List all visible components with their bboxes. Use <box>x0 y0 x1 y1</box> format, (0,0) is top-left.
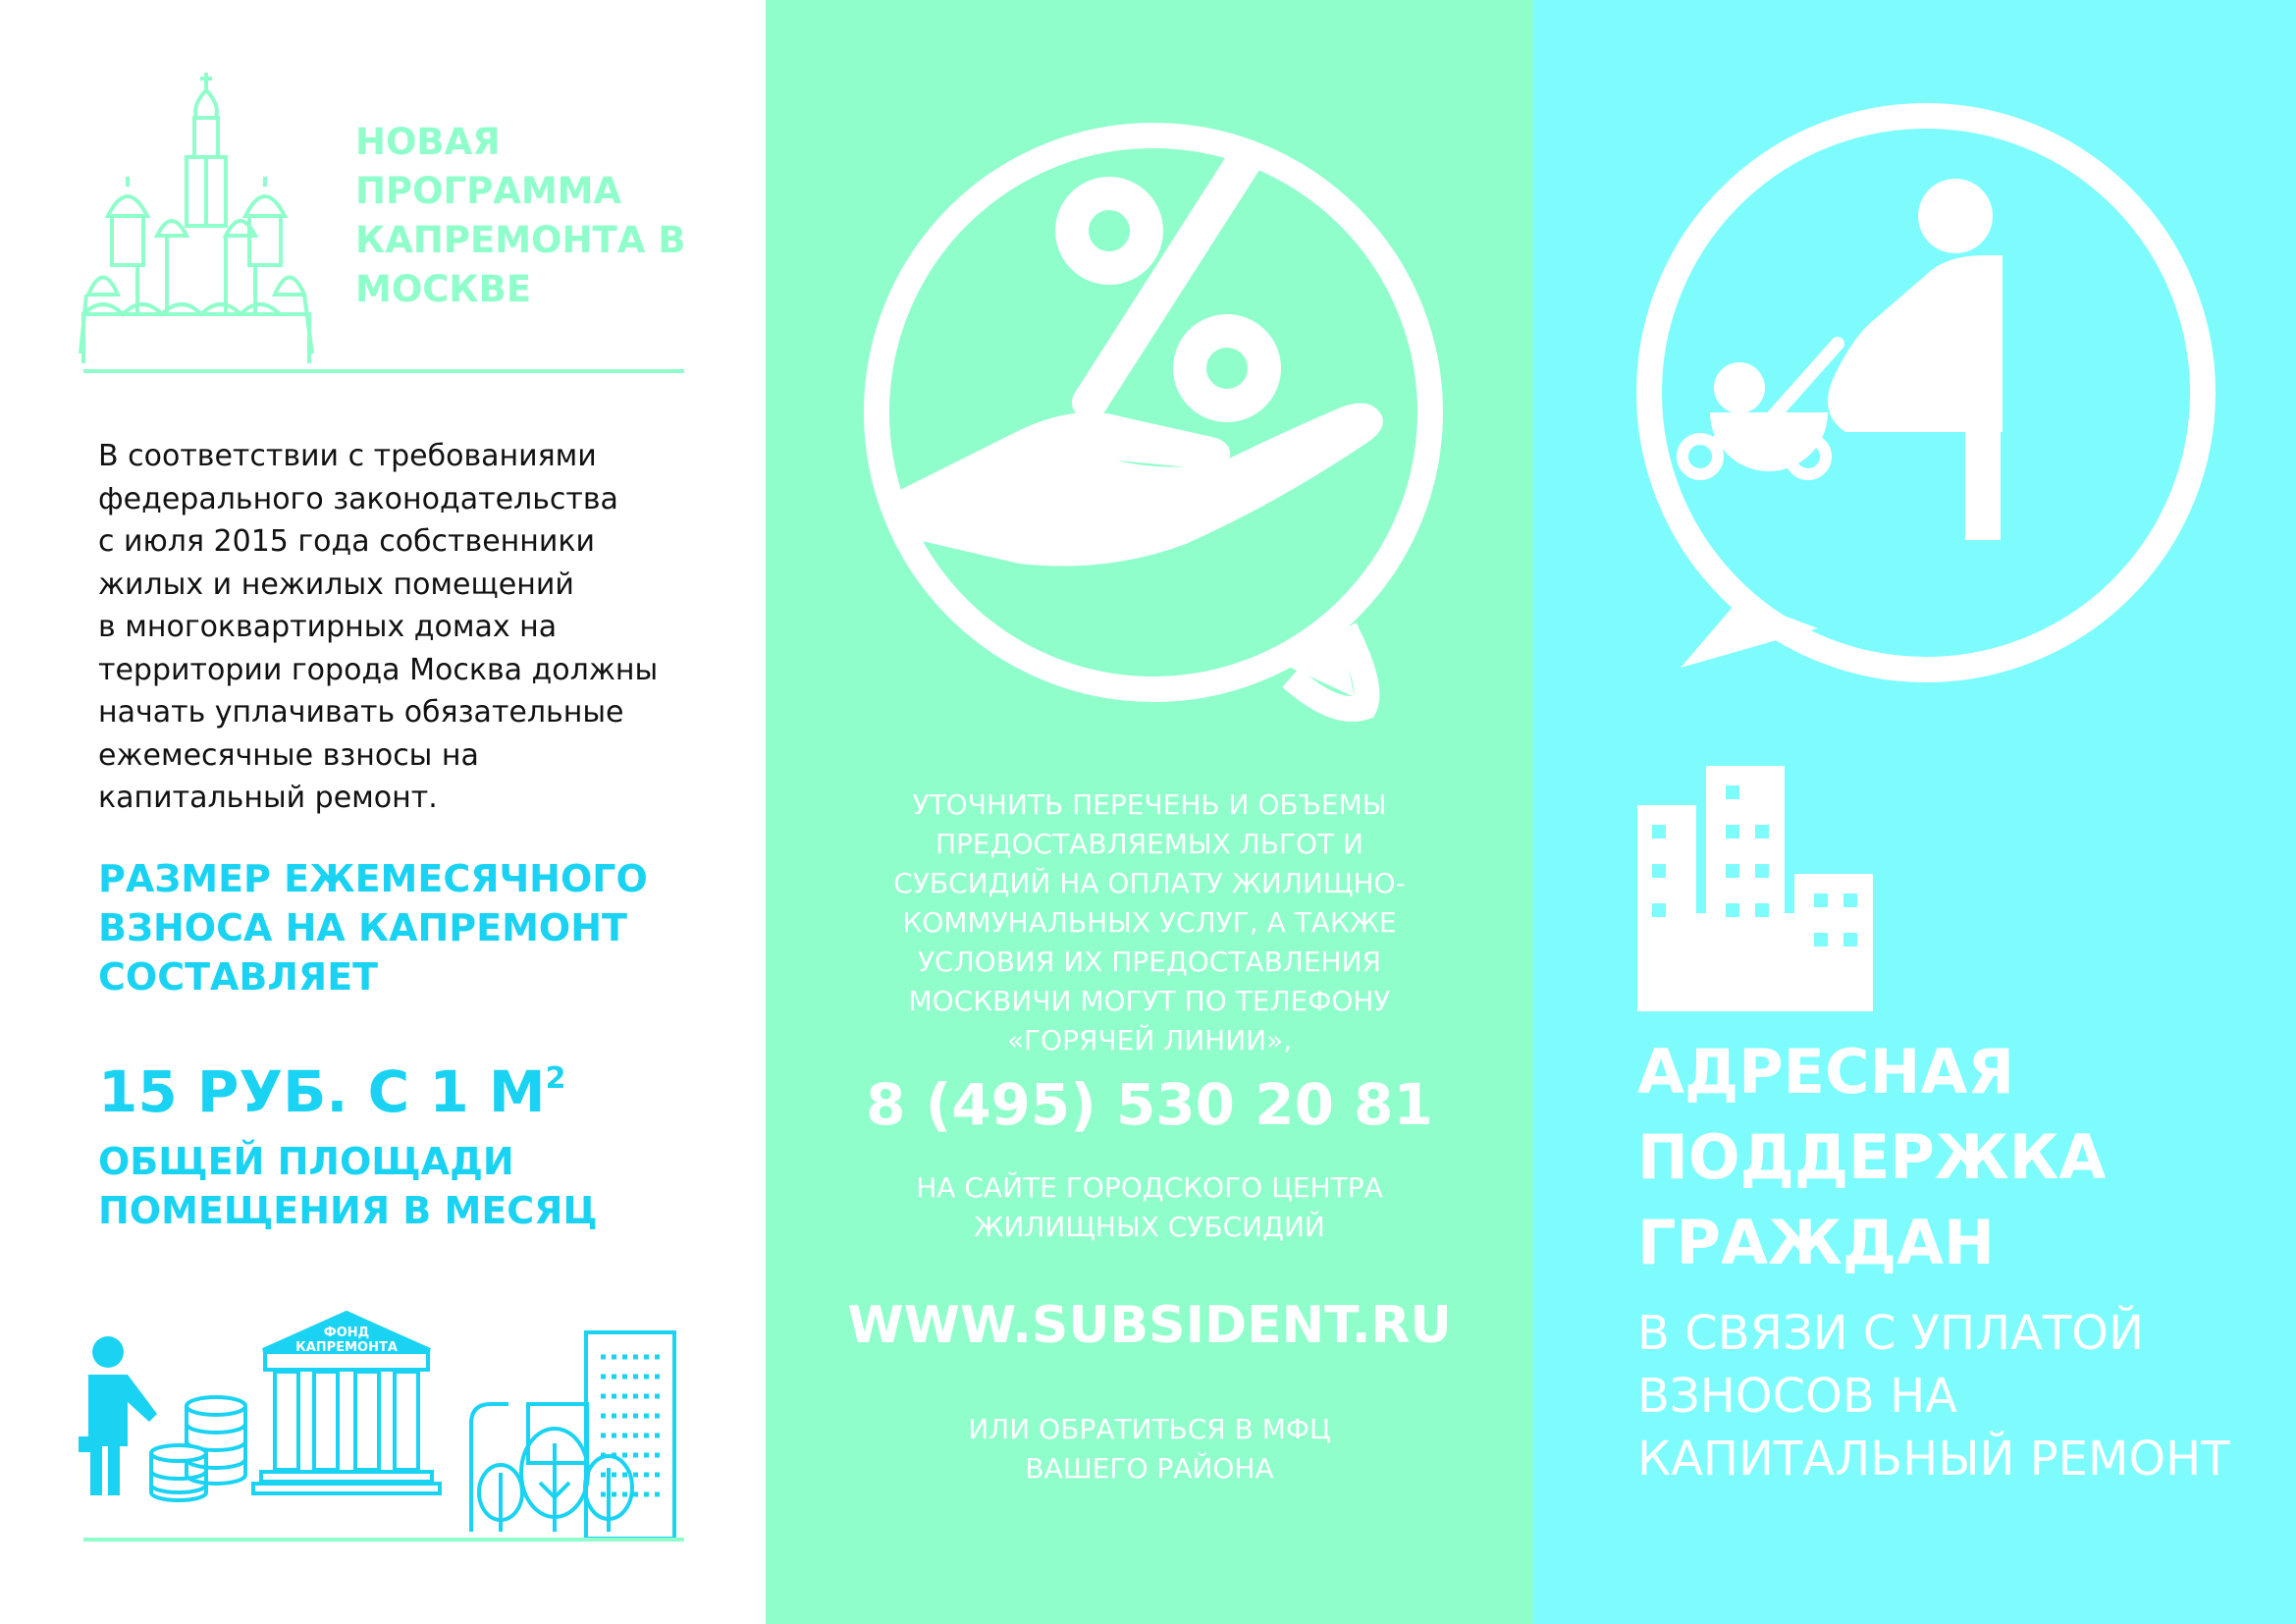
coins-icon <box>147 1394 255 1512</box>
right-panel <box>1533 0 2296 1624</box>
fund-sign-line1: ФОНД <box>323 1326 370 1340</box>
intro-line: в многоквартирных домах на <box>98 610 558 644</box>
cathedral-icon <box>79 69 314 363</box>
city-buildings-icon <box>1637 766 1873 1011</box>
fee-amount <box>98 1045 565 1126</box>
intro-paragraph <box>98 435 687 820</box>
fund-sign <box>275 1326 418 1355</box>
website-link[interactable]: WWW.SUBSIDENT.RU <box>847 1296 1452 1355</box>
hotline-phone[interactable]: 8 (495) 530 20 81 <box>866 1071 1433 1138</box>
intro-line: федерального законодательства <box>98 481 618 516</box>
intro-line: жилых и нежилых помещений <box>98 567 574 602</box>
percent-hand-icon <box>859 118 1448 648</box>
left-panel <box>0 0 766 1624</box>
mfc-text: ИЛИ ОБРАТИТЬСЯ В МФЦ ВАШЕГО РАЙОНА <box>968 1413 1331 1485</box>
fee-unit: ОБЩЕЙ ПЛОЩАДИ ПОМЕЩЕНИЯ В МЕСЯЦ <box>98 1140 598 1232</box>
program-title: НОВАЯ ПРОГРАММА КАПРЕМОНТА В МОСКВЕ <box>355 121 686 310</box>
mother-stroller-icon <box>1631 118 2220 648</box>
intro-line: В соответствии с требованиями <box>98 439 597 473</box>
support-subheading: В СВЯЗИ С УПЛАТОЙ ВЗНОСОВ НА КАПИТАЛЬНЫЙ РЕМОНТ <box>1637 1306 2230 1487</box>
intro-line: с июля 2015 года собственники <box>98 524 596 559</box>
bottom-divider <box>83 1538 684 1542</box>
hotline-info: УТОЧНИТЬ ПЕРЕЧЕНЬ И ОБЪЕМЫ ПРЕДОСТАВЛЯЕМЫХ ЛЬГОТ И СУБСИДИЙ НА ОПЛАТУ ЖИЛИЩНО-КОММУНАЛЬНЫХ УСЛУГ, А ТАКЖЕ УСЛОВИЯ ИХ ПРЕДОСТАВЛЕНИЯ МОСКВИЧИ МОГУТ ПО ТЕЛЕФОНУ «ГОРЯЧЕЙ ЛИНИИ», <box>893 788 1406 1056</box>
support-heading: АДРЕСНАЯ ПОДДЕРЖКА ГРАЖДАН <box>1637 1036 2107 1278</box>
middle-panel <box>766 0 1533 1624</box>
subsidy-center-text: НА САЙТЕ ГОРОДСКОГО ЦЕНТРА ЖИЛИЩНЫХ СУБСИДИЙ <box>916 1171 1383 1243</box>
fee-amount-sup: 2 <box>545 1061 566 1096</box>
fee-heading: РАЗМЕР ЕЖЕМЕСЯЧНОГО ВЗНОСА НА КАПРЕМОНТ СОСТАВЛЯЕТ <box>98 857 648 999</box>
intro-line: капитальный ремонт. <box>98 781 438 815</box>
fee-amount-value: 15 РУБ. С 1 М <box>98 1058 546 1125</box>
intro-line: начать уплачивать обязательные <box>98 695 624 730</box>
fund-sign-line2: КАПРЕМОНТА <box>295 1340 398 1355</box>
intro-line: территории города Москва должны <box>98 652 659 687</box>
tower-building-icon <box>581 1327 679 1543</box>
top-divider <box>83 369 684 373</box>
intro-line: ежемесячные взносы на <box>98 737 479 773</box>
